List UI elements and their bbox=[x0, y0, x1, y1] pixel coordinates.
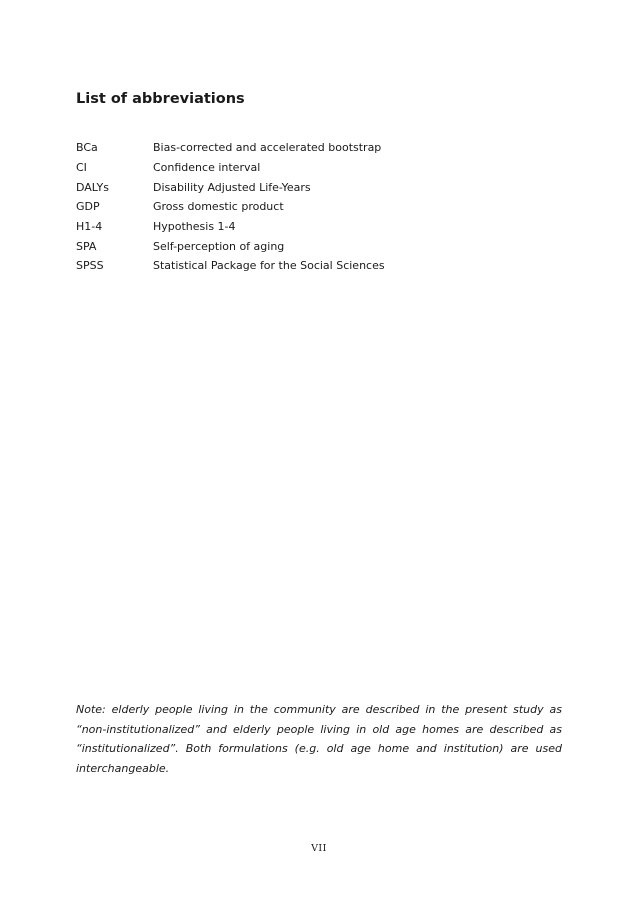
abbreviation-definition: Disability Adjusted Life-Years bbox=[153, 180, 311, 194]
abbreviation-term: SPA bbox=[76, 239, 97, 253]
abbreviation-term: BCa bbox=[76, 141, 98, 155]
abbreviation-term: SPSS bbox=[76, 259, 104, 273]
abbreviation-term: H1-4 bbox=[76, 220, 103, 234]
abbreviation-term: CI bbox=[76, 161, 87, 175]
abbreviation-row bbox=[76, 138, 566, 158]
abbreviation-term: DALYs bbox=[76, 180, 109, 194]
page-number: VII bbox=[311, 843, 327, 854]
terminology-note: Note: elderly people living in the community are described in the present study as “non-institutionalized” and elderly people living in old age homes are described as “institutionalized”. Both formulations (e.g. old age home and institution) are used interchangeable. bbox=[76, 703, 562, 776]
abbreviation-row bbox=[76, 236, 566, 256]
abbreviation-definition: Bias-corrected and accelerated bootstrap bbox=[153, 141, 382, 155]
abbreviation-definition: Self-perception of aging bbox=[153, 239, 285, 253]
abbreviation-row bbox=[76, 197, 566, 217]
abbreviation-row bbox=[76, 177, 566, 197]
abbreviation-row bbox=[76, 256, 566, 276]
abbreviation-definition: Confidence interval bbox=[153, 161, 261, 175]
abbreviation-definition: Gross domestic product bbox=[153, 200, 284, 214]
abbreviation-term: GDP bbox=[76, 200, 100, 214]
abbreviation-list bbox=[76, 138, 566, 276]
abbreviation-definition: Hypothesis 1-4 bbox=[153, 220, 236, 234]
page-title: List of abbreviations bbox=[76, 91, 245, 107]
abbreviation-row bbox=[76, 217, 566, 237]
abbreviation-definition: Statistical Package for the Social Sciences bbox=[153, 259, 385, 273]
abbreviation-row bbox=[76, 158, 566, 178]
